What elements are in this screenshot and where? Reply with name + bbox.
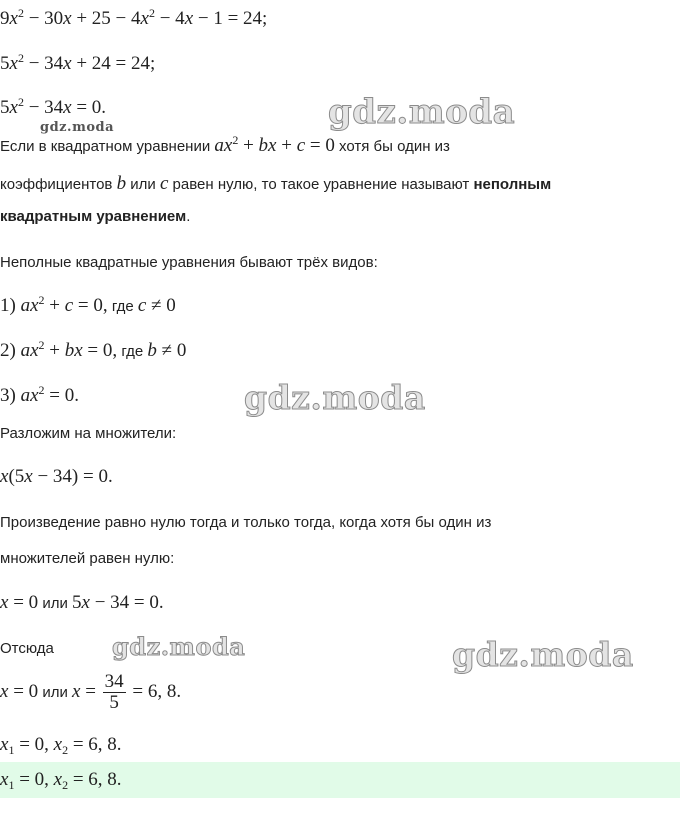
theory-text: где (121, 343, 144, 360)
product-rule-line-1: Произведение равно нулю тогда и только тогда, когда хотя бы один из (0, 514, 492, 531)
formula: b ≠ 0 (147, 340, 187, 361)
theory-text: или (42, 683, 68, 701)
formula: $ax^2$ + bx + c = 0 (214, 133, 335, 156)
theory-text: или (130, 176, 156, 193)
theory-text: или (42, 595, 68, 612)
type-1 (0, 295, 176, 317)
fraction-denominator: 5 (109, 692, 119, 713)
theory-text: Если в квадратном уравнении (0, 138, 211, 155)
hence-label: Отсюда (0, 640, 54, 657)
watermark-small: gdz.moda (40, 120, 115, 135)
theory-line-2 (0, 173, 551, 195)
type-3: 3) $ax^2 = 0$. (0, 383, 79, 406)
equation-step-2-text: $5x^2 - 34x + 24 = 24$; (0, 51, 156, 74)
type-2 (0, 340, 186, 362)
watermark: gdz.moda (244, 378, 426, 417)
theory-line-1 (0, 135, 450, 157)
formula: c (159, 173, 169, 194)
theory-text: . (186, 208, 191, 225)
bold-term: неполным (473, 176, 552, 193)
formula: x = 0 (0, 680, 39, 702)
theory-text: где (111, 298, 134, 315)
theory-text: равен нулю, то такое уравнение называют (172, 176, 470, 193)
roots-result: $x_1 = 0$, $x_2 = 6$, 8. (0, 734, 122, 757)
fraction (103, 672, 126, 713)
product-rule-line-2: множителей равен нулю: (0, 550, 175, 567)
roots-equations (0, 592, 164, 614)
formula: b (116, 173, 127, 194)
watermark: gdz.moda (452, 635, 634, 674)
factored-equation: x(5x − 34) = 0. (0, 466, 113, 487)
factor-label: Разложим на множители: (0, 425, 177, 442)
fraction-numerator: 34 (104, 671, 124, 692)
formula: x = $\frac{34}{5}$ = 6, 8. (72, 671, 182, 713)
formula: 5x − 34 = 0. (72, 592, 164, 613)
equation-step-1-text: $9x^2 - 30x + 25 - 4x^2 - 4x - 1 = 24$; (0, 6, 268, 29)
equation-step-2 (0, 53, 155, 75)
theory-text: коэффициентов (0, 176, 113, 193)
formula: 1) $ax^2 + c = 0$, (0, 293, 108, 316)
watermark: gdz.moda (112, 632, 246, 661)
roots-values (0, 672, 181, 713)
theory-text: хотя бы один из (339, 138, 450, 155)
theory-types-intro: Неполные квадратные уравнения бывают трёх видов: (0, 254, 378, 271)
final-answer: $x_1 = 0$, $x_2 = 6$, 8. (0, 769, 122, 792)
formula: c ≠ 0 (137, 295, 176, 316)
formula: 2) $ax^2$ + bx = 0, (0, 338, 118, 361)
equation-step-1 (0, 8, 267, 30)
equation-step-3-text: $5x^2 - 34x = 0$. (0, 95, 107, 118)
formula: x = 0 (0, 592, 39, 613)
bold-term: квадратным уравнением (0, 208, 187, 225)
equation-step-3 (0, 97, 106, 119)
watermark: gdz.moda (328, 92, 516, 132)
theory-line-3 (0, 208, 190, 225)
